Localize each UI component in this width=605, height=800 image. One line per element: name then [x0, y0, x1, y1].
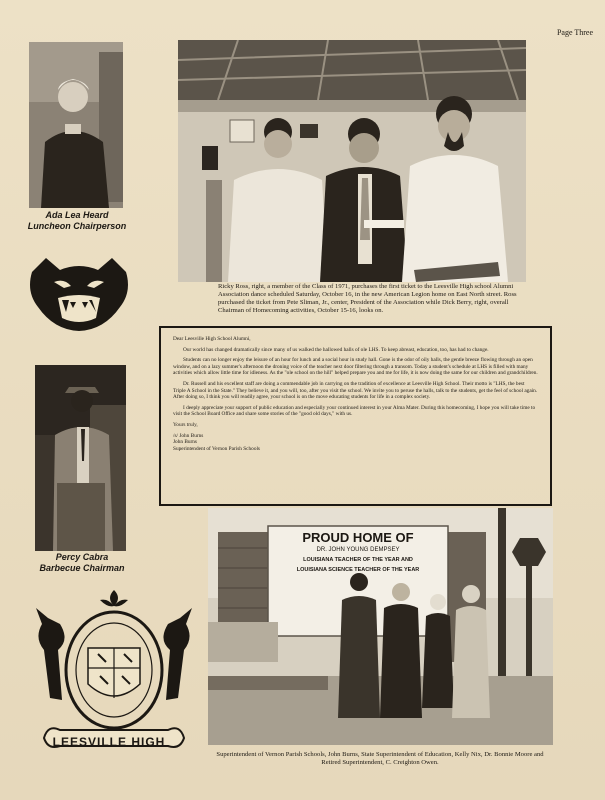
portrait-photo-cabra — [35, 365, 126, 551]
letter-signature — [173, 433, 538, 453]
page-number: Page Three — [556, 28, 593, 37]
letter-signature-line: Superintendent of Vernon Parish Schools — [173, 445, 260, 452]
portrait-role-heard: Luncheon Chairperson — [27, 221, 127, 231]
sign-line: DR. JOHN YOUNG DEMPSEY — [316, 547, 400, 553]
letter-paragraph: Dr. Russell and his excellent staff are doing a commendable job in carrying on the tradition of excellence at Leesville High School. Their motto is "LHS, the best Triple A School in the State." They believe it, and you will, too, after you visit the school. We invite you to peruse the halls, talk to the students, get the feel of school again. After doing so, I think you will readily agree, your school is on the move educating students for life in a complex society. — [173, 380, 538, 401]
ticket-purchase-photo — [178, 40, 526, 282]
letter-paragraph: Students can no longer enjoy the leisure of an hour for lunch and a social hour in study hall. Gone is the odor of oily halls, the gentle breeze flowing through an open window, and on a lazy summer's afternoon the droning voice of the teacher next door filtering through a transom. Today a student's schedule at LHS is filled with many activities which allow little time for idleness. As the "ole school on the hill" helped prepare you and me for life, it is now doing the same for our children and grandchildren. — [173, 357, 538, 377]
ticket-photo-caption: Ricky Ross, right, a member of the Class of 1971, purchases the first ticket to the Leesville High school Alumni Association dance scheduled Saturday, October 16, in the new American Legion home on East North street. Ross purchased the ticket from Pete Sliman, Jr., center, President of the Association while Dick Berry, right, overall Chairman of Homecoming activities, October 15-16, looks on. — [218, 283, 517, 314]
letter-paragraph: Our world has changed dramatically since many of us walked the hallowed halls of ole LHS. To keep abreast, education, too, has had to change. — [183, 346, 489, 353]
portrait-photo-heard — [29, 42, 123, 208]
letter-signature-line: John Burns — [173, 439, 197, 446]
sign-line: LOUISIANA TEACHER OF THE YEAR AND — [303, 557, 413, 563]
superintendent-letter — [159, 326, 552, 506]
panther-logo — [24, 252, 134, 332]
crest-banner-text: LEESVILLE HIGH — [52, 735, 166, 749]
portrait-role-cabra: Barbecue Chairman — [39, 563, 125, 573]
sign-headline: PROUD HOME OF — [302, 530, 414, 545]
letter-salutation: Dear Leesville High School Alumni, — [173, 336, 251, 342]
letter-signature-line: /s/ John Burns — [173, 432, 204, 439]
letter-paragraph: I deeply appreciate your support of public education and especially your continued interest in your Alma Mater. During this homecoming, I hope you will take time to visit the School Board Office and share some stories of the "good old days," with us. — [173, 404, 536, 418]
sign-line: LOUISIANA SCIENCE TEACHER OF THE YEAR — [296, 567, 420, 573]
sign-photo-caption: Superintendent of Vernon Parish Schools, John Burns, State Superintendent of Education, Kelly Nix, Dr. Bonnie Moore and Retired Superintendent, C. Creighton Owen. — [216, 751, 544, 766]
portrait-caption-heard — [22, 210, 132, 232]
letter-closing: Yours truly, — [173, 421, 198, 428]
portrait-name-cabra: Percy Cabra — [55, 552, 109, 562]
portrait-name-heard: Ada Lea Heard — [45, 210, 109, 220]
portrait-caption-cabra — [22, 552, 142, 574]
proud-home-sign-text — [270, 530, 446, 575]
